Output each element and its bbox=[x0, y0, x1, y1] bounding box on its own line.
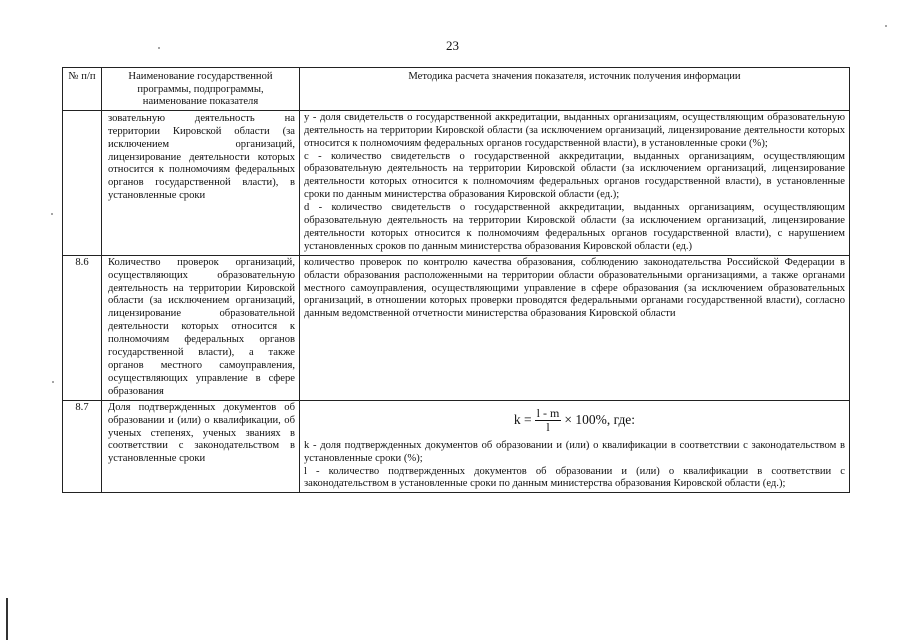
row-number bbox=[63, 110, 102, 255]
method-paragraph: количество проверок по контролю качества образования, соблюдению законодательства Российской Федерации в области образования расположенными на территории области образовательными организациями, а также органами местного самоуправления, осуществляющими управление в сфере образования (за исключением образовательных организаций, в отношении которых проверки проводятся федеральными органами государственной власти), согласно данным ведомственной отчетности министерства образования Кировской области bbox=[304, 256, 845, 320]
formula-numerator: l - m bbox=[536, 405, 560, 420]
indicator-name: Количество проверок организаций, осуществляющих образовательную деятельность на территории Кировской области (за исключением организаций, лицензирование образовательной деятельности которых относится к полномочиям федеральных органов государственной власти), а также органов местного самоуправления, осуществляющих управление в сфере образования bbox=[102, 255, 300, 400]
method-paragraph: d - количество свидетельств о государственной аккредитации, выданных организациям, осуществляющим образовательную деятельность на территории Кировской области (за исключением организаций, лицензирование деятельности которых относится к полномочиям федеральных органов государственной власти), с нарушением установленных сроков по данным министерства образования Кировской области (ед.) bbox=[304, 202, 845, 252]
formula-rhs: × 100%, где: bbox=[564, 411, 636, 427]
scan-speck bbox=[885, 25, 887, 27]
formula bbox=[304, 407, 845, 434]
formula-denominator: l bbox=[546, 419, 550, 434]
header-name: Наименование государственной программы, подпрограммы, наименование показателя bbox=[102, 68, 300, 111]
page-number: 23 bbox=[446, 38, 459, 53]
scan-margin-mark bbox=[6, 598, 8, 640]
indicator-name: зовательную деятельность на территории Кировской области (за исключением организаций, лицензирование деятельности которых относится к полномочиям федеральных органов государственной власти), в установленные сроки bbox=[102, 110, 300, 255]
scan-speck bbox=[158, 47, 160, 49]
formula-fraction bbox=[535, 407, 562, 434]
table-row bbox=[63, 400, 850, 493]
method-paragraph: l - количество подтвержденных документов об образовании и (или) о квалификации в соответствии с законодательством в установленные сроки по данным министерства образования Кировской области (ед.); bbox=[304, 465, 845, 490]
scan-speck bbox=[52, 381, 54, 383]
method-cell bbox=[300, 255, 850, 400]
table-header-row bbox=[63, 68, 850, 111]
method-paragraph: y - доля свидетельств о государственной аккредитации, выданных организациям, осуществляющим образовательную деятельность на территории Кировской области (за исключением организаций, лицензирование деятельности которых относится к полномочиям федеральных органов государственной власти), в установленные сроки (%); bbox=[304, 111, 845, 149]
method-paragraph: c - количество свидетельств о государственной аккредитации, выданных организациям, осуществляющим образовательную деятельность на территории Кировской области (за исключением организаций, лицензирование деятельности которых относится к полномочиям федеральных органов государственной власти), в установленные сроки по данным министерства образования Кировской области (ед.); bbox=[304, 150, 845, 201]
table-row bbox=[63, 255, 850, 400]
row-number: 8.7 bbox=[63, 400, 102, 493]
method-paragraph: k - доля подтвержденных документов об образовании и (или) о квалификации в соответствии с законодательством в установленные сроки (%); bbox=[304, 439, 845, 464]
indicator-table bbox=[62, 67, 850, 493]
table-row bbox=[63, 110, 850, 255]
method-cell bbox=[300, 110, 850, 255]
formula-lhs: k = bbox=[513, 411, 532, 427]
indicator-name: Доля подтвержденных документов об образовании и (или) о квалификации, об ученых степенях, ученых званиях в соответствии с законодательством в установленные сроки bbox=[102, 400, 300, 493]
scan-speck bbox=[51, 213, 53, 215]
row-number: 8.6 bbox=[63, 255, 102, 400]
method-cell bbox=[300, 400, 850, 493]
header-method: Методика расчета значения показателя, источник получения информации bbox=[300, 68, 850, 111]
header-num: № п/п bbox=[63, 68, 102, 111]
